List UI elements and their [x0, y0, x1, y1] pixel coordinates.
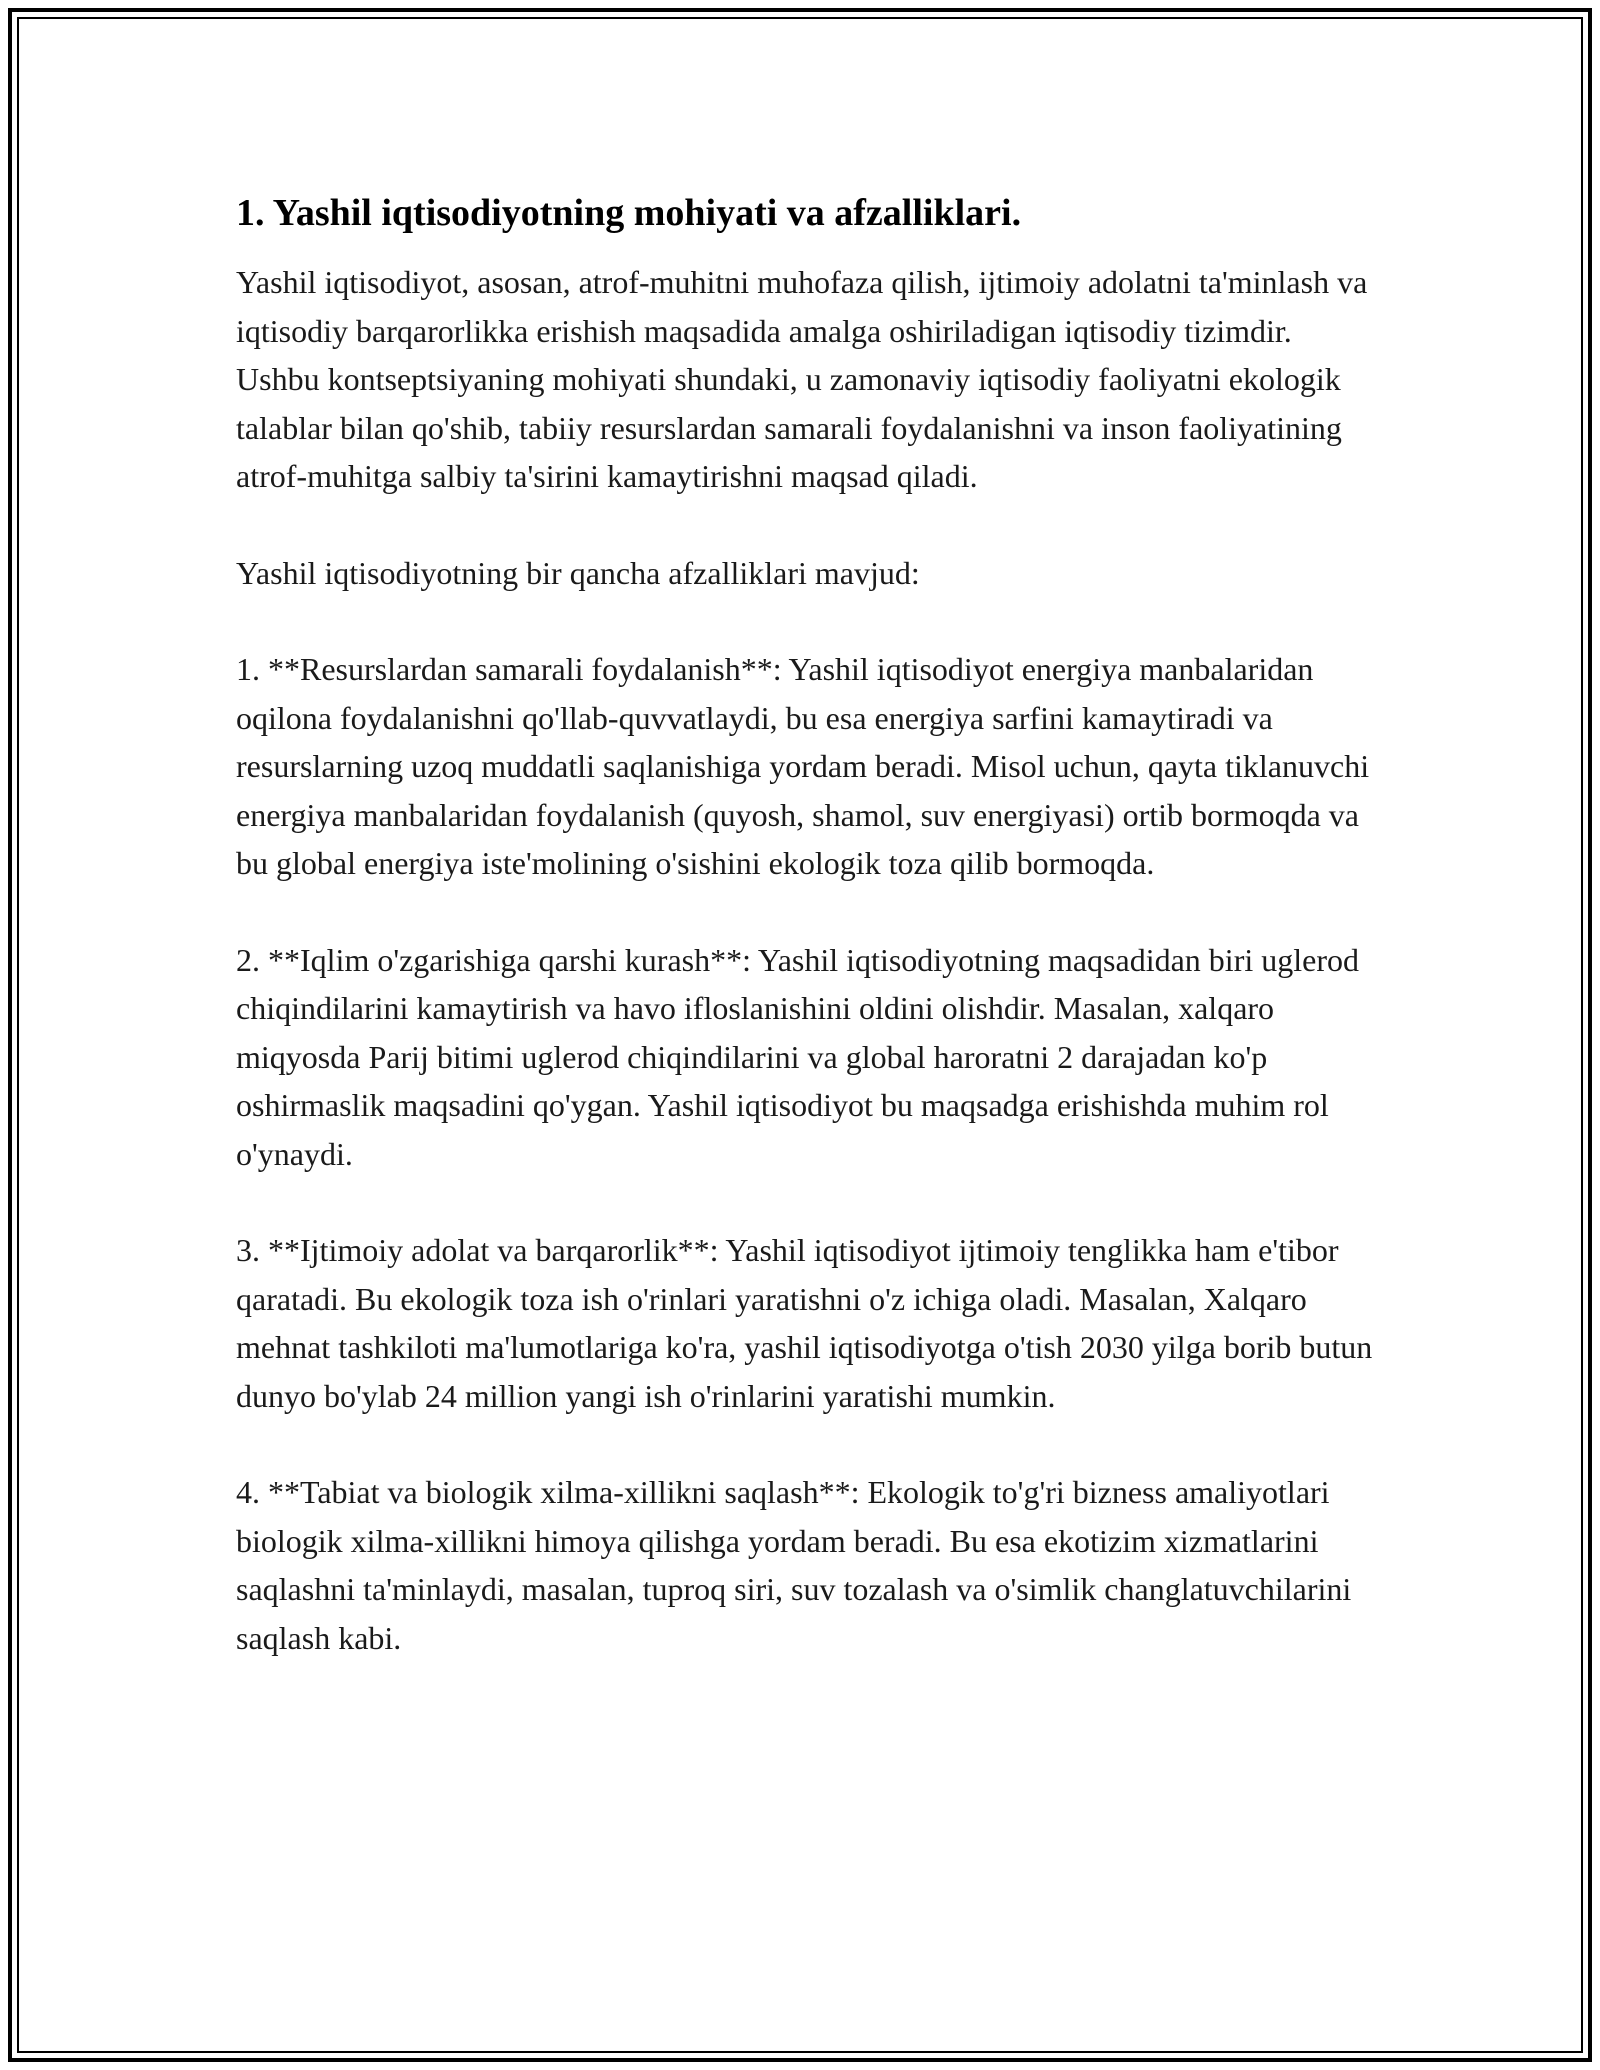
- paragraph-item-2: 2. **Iqlim o'zgarishiga qarshi kurash**: Yashil iqtisodiyotning maqsadidan biri uglerod chiqindilarini kamaytirish va havo ifloslanishini oldini olishdir. Masalan, xalqaro miqyosda Parij bitimi uglerod chiqindilarini va global haroratni 2 darajadan ko'p oshirmaslik maqsadini qo'ygan. Yashil iqtisodiyot bu maqsadga erishishda muhim rol o'ynaydi.: [236, 941, 1359, 1172]
- paragraph-advantages-lead: Yashil iqtisodiyotning bir qancha afzalliklari mavjud:: [236, 554, 920, 591]
- paragraph-item-4: 4. **Tabiat va biologik xilma-xillikni saqlash**: Ekologik to'g'ri bizness amaliyotlari biologik xilma-xillikni himoya qilishga yordam beradi. Bu esa ekotizim xizmatlarini saqlashni ta'minlaydi, masalan, tuproq siri, suv tozalash va o'simlik changlatuvchilarini saqlash kabi.: [236, 1474, 1352, 1656]
- paragraph-item-3: 3. **Ijtimoiy adolat va barqarorlik**: Yashil iqtisodiyot ijtimoiy tenglikka ham e'tibor qaratadi. Bu ekologik toza ish o'rinlari yaratishni o'z ichiga oladi. Masalan, Xalqaro mehnat tashkiloti ma'lumotlariga ko'ra, yashil iqtisodiyotga o'tish 2030 yilga borib butun dunyo bo'ylab 24 million yangi ish o'rinlarini yaratishi mumkin.: [236, 1232, 1373, 1414]
- paragraph-item-1: 1. **Resurslardan samarali foydalanish**: Yashil iqtisodiyot energiya manbalaridan oqilona foydalanishni qo'llab-quvvatlaydi, bu esa energiya sarfini kamaytiradi va resurslarning uzoq muddatli saqlanishiga yordam beradi. Misol uchun, qayta tiklanuvchi energiya manbalaridan foydalanish (quyosh, shamol, suv energiyasi) ortib bormoqda va bu global energiya iste'molining o'sishini ekologik toza qilib bormoqda.: [236, 651, 1370, 881]
- document-title: 1. Yashil iqtisodiyotning mohiyati va afzalliklari.: [236, 192, 1022, 234]
- document-body: [236, 188, 1376, 1710]
- paragraph-intro: Yashil iqtisodiyot, asosan, atrof-muhitni muhofaza qilish, ijtimoiy adolatni ta'minlash va iqtisodiy barqarorlikka erishish maqsadida amalga oshiriladigan iqtisodiy tizimdir. Ushbu kontseptsiyaning mohiyati shundaki, u zamonaviy iqtisodiy faoliyatni ekologik talablar bilan qo'shib, tabiiy resurslardan samarali foydalanishni va inson faoliyatining atrof-muhitga salbiy ta'sirini kamaytirishni maqsad qiladi.: [236, 264, 1368, 494]
